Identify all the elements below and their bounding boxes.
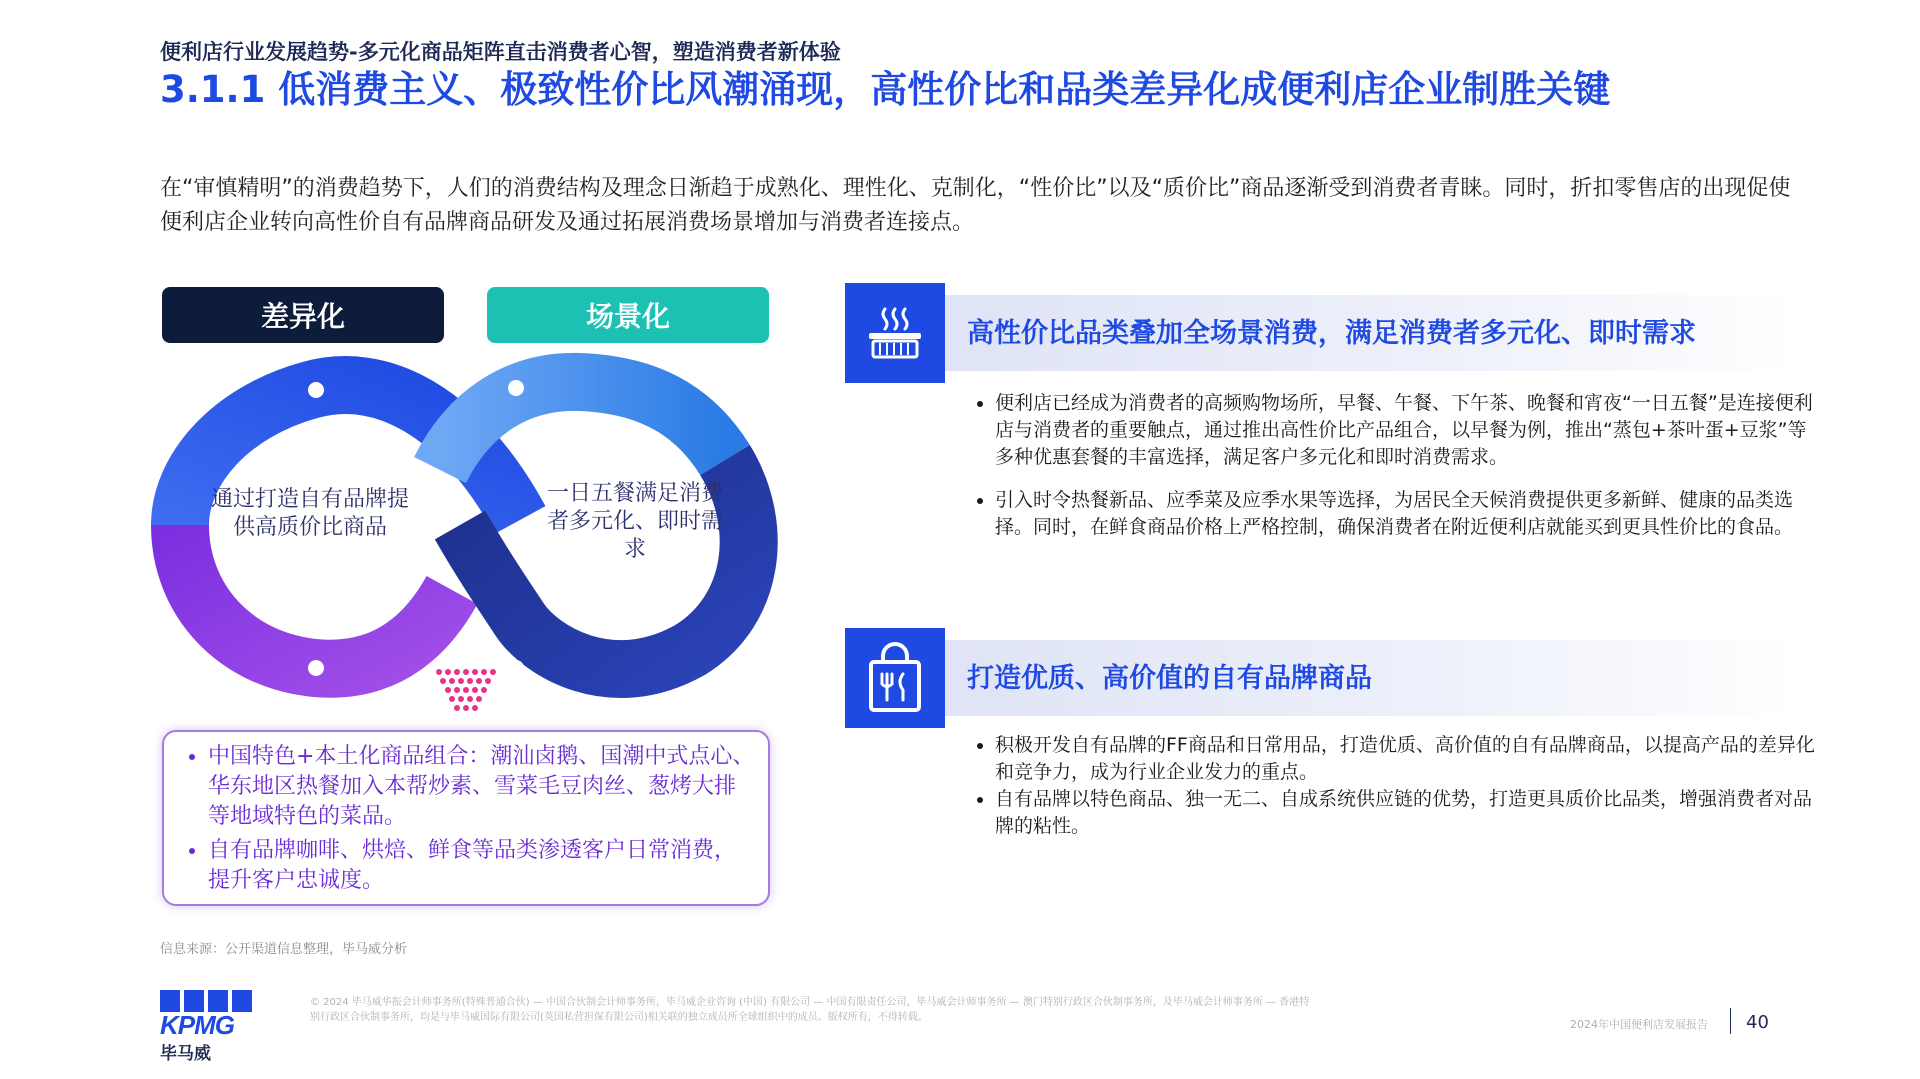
- section-bullets: [965, 732, 1815, 840]
- bullet-item: • 引入时令热餐新品、应季菜及应季水果等选择，为居民全天候消费提供更多新鲜、健康的品类选择。同时，在鲜食商品价格上严格控制，确保消费者在附近便利店就能买到更具性价比的食品。: [995, 487, 1815, 541]
- section-subtitle: 便利店行业发展趋势-多元化商品矩阵直击消费者心智，塑造消费者新体验: [160, 40, 841, 64]
- section-header-private-label: [845, 628, 1795, 728]
- feature-item: • 中国特色+本土化商品组合：潮汕卤鹅、国潮中式点心、华东地区热餐加入本帮炒素、雪菜毛豆肉丝、葱烤大排等地域特色的菜品。: [208, 742, 756, 832]
- bullet-item: • 自有品牌以特色商品、独一无二、自成系统供应链的优势，打造更具质价比品类，增强消费者对品牌的粘性。: [995, 786, 1815, 840]
- kpmg-chinese-name: 毕马威: [160, 1044, 211, 1064]
- left-loop-lower: [180, 525, 452, 669]
- source-note: 信息来源：公开渠道信息整理，毕马威分析: [160, 942, 408, 957]
- footer-divider: [1730, 1008, 1731, 1034]
- down-arrow-dots-icon: [434, 667, 504, 717]
- feature-item: • 自有品牌咖啡、烘焙、鲜食等品类渗透客户日常消费，提升客户忠诚度。: [208, 836, 756, 896]
- loop-dot: [508, 380, 524, 396]
- section-bullets: [965, 390, 1815, 557]
- section-title: 打造优质、高价值的自有品牌商品: [967, 663, 1372, 694]
- differentiation-pill: 差异化: [162, 287, 444, 343]
- feature-box: [162, 730, 770, 906]
- section-header-value-categories: [845, 283, 1795, 383]
- shopping-bag-icon: [845, 628, 945, 728]
- loop-dot: [508, 660, 524, 676]
- loop-left-label: 通过打造自有品牌提供高质价比商品: [210, 487, 409, 540]
- food-tray-icon: [845, 283, 945, 383]
- kpmg-logo: [160, 990, 255, 1064]
- bullet-item: • 便利店已经成为消费者的高频购物场所，早餐、午餐、下午茶、晚餐和宵夜“一日五餐”是连接便利店与消费者的重要触点，通过推出高性价比产品组合，以早餐为例，推出“蒸包+茶叶蛋+豆浆”等多种优惠套餐的丰富选择，满足客户多元化和即时消费需求。: [995, 390, 1815, 471]
- intro-paragraph: 在“审慎精明”的消费趋势下，人们的消费结构及理念日渐趋于成熟化、理性化、克制化，“性价比”以及“质价比”商品逐渐受到消费者青睐。同时，折扣零售店的出现促使便利店企业转向高性价自有品牌商品研发及通过拓展消费场景增加与消费者连接点。: [160, 176, 1791, 235]
- scenario-pill: 场景化: [487, 287, 769, 343]
- report-name: 2024年中国便利店发展报告: [1570, 1018, 1708, 1031]
- copyright-notice: © 2024 毕马威华振会计师事务所(特殊普通合伙) — 中国合伙制会计师事务所，毕马威企业咨询 (中国) 有限公司 — 中国有限责任公司，毕马威会计师事务所 — 澳门特别行政区合伙制事务所，及毕马威会计师事务所 — 香港特别行政区合伙制事务所，均是与毕马威国际有限公司(英国私营担保有限公司)相关联的独立成员所全球组织中的成员。版权所有，不得转载。: [310, 997, 1310, 1023]
- kpmg-wordmark: KPMG: [160, 1010, 234, 1040]
- page-title: 3.1.1 低消费主义、极致性价比风潮涌现，高性价比和品类差异化成便利店企业制胜关键: [160, 68, 1611, 111]
- page-number: 40: [1746, 1012, 1769, 1033]
- loop-dot: [308, 660, 324, 676]
- bullet-item: • 积极开发自有品牌的FF商品和日常用品，打造优质、高价值的自有品牌商品，以提高产品的差异化和竞争力，成为行业企业发力的重点。: [995, 732, 1815, 786]
- section-title: 高性价比品类叠加全场景消费，满足消费者多元化、即时需求: [967, 318, 1696, 349]
- loop-right-label: 一日五餐满足消费者多元化、即时需求: [546, 481, 723, 562]
- loop-dot: [308, 382, 324, 398]
